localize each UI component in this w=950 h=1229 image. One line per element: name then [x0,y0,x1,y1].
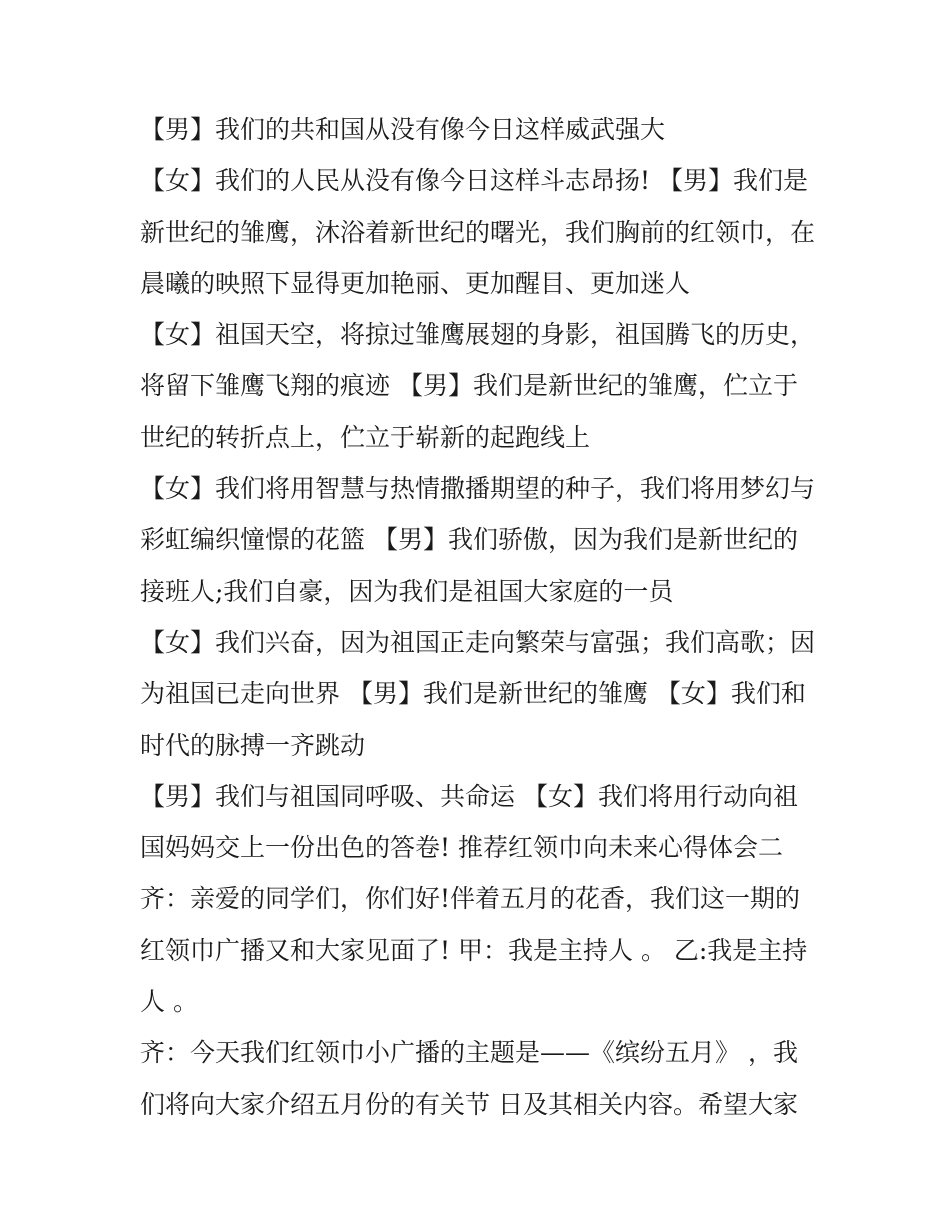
text-line: 晨曦的映照下显得更加艳丽、更加醒目、更加迷人 [140,268,691,298]
text-line: 彩虹编织憧憬的花篮 【男】我们骄傲，因为我们是新世纪的 [140,525,798,555]
text-line: 接班人;我们自豪，因为我们是祖国大家庭的一员 [140,576,674,606]
text-line: 【女】我们将用智慧与热情撒播期望的种子，我们将用梦幻与 [140,474,816,504]
text-line: 将留下雏鹰飞翔的痕迹 【男】我们是新世纪的雏鹰，伫立于 [140,371,798,401]
text-line: 【男】我们的共和国从没有像今日这样威武强大 [140,115,666,144]
text-line: 为祖国已走向世界 【男】我们是新世纪的雏鹰 【女】我们和 [140,679,806,709]
text-line: 【男】我们与祖国同呼吸、共命运 【女】我们将用行动向祖 [140,781,798,811]
text-line: 世纪的转折点上，伫立于崭新的起跑线上 [140,422,591,452]
text-line: 【女】我们的人民从没有像今日这样斗志昂扬! 【男】我们是 [140,166,808,196]
text-line: 【女】我们兴奋，因为祖国正走向繁荣与富强；我们高歌；因 [140,627,816,657]
document-body [140,104,820,1130]
text-line: 【女】祖国天空，将掠过雏鹰展翅的身影，祖国腾飞的历史， [140,320,816,350]
text-line: 们将向大家介绍五月份的有关节 日及其相关内容。希望大家 [140,1089,798,1119]
text-line: 红领巾广播又和大家见面了! 甲：我是主持人 。 乙:我是主持 [140,935,808,965]
text-line: 新世纪的雏鹰，沐浴着新世纪的曙光，我们胸前的红领巾，在 [140,217,816,247]
text-line: 国妈妈交上一份出色的答卷! 推荐红领巾向未来心得体会二 [140,833,783,863]
text-line: 时代的脉搏一齐跳动 [140,730,366,760]
text-line: 齐：亲爱的同学们，你们好!伴着五月的花香，我们这一期的 [140,884,801,914]
text-line: 人 。 [140,987,198,1017]
text-line: 齐：今天我们红领巾小广播的主题是——《缤纷五月》 ，我 [140,1038,798,1068]
